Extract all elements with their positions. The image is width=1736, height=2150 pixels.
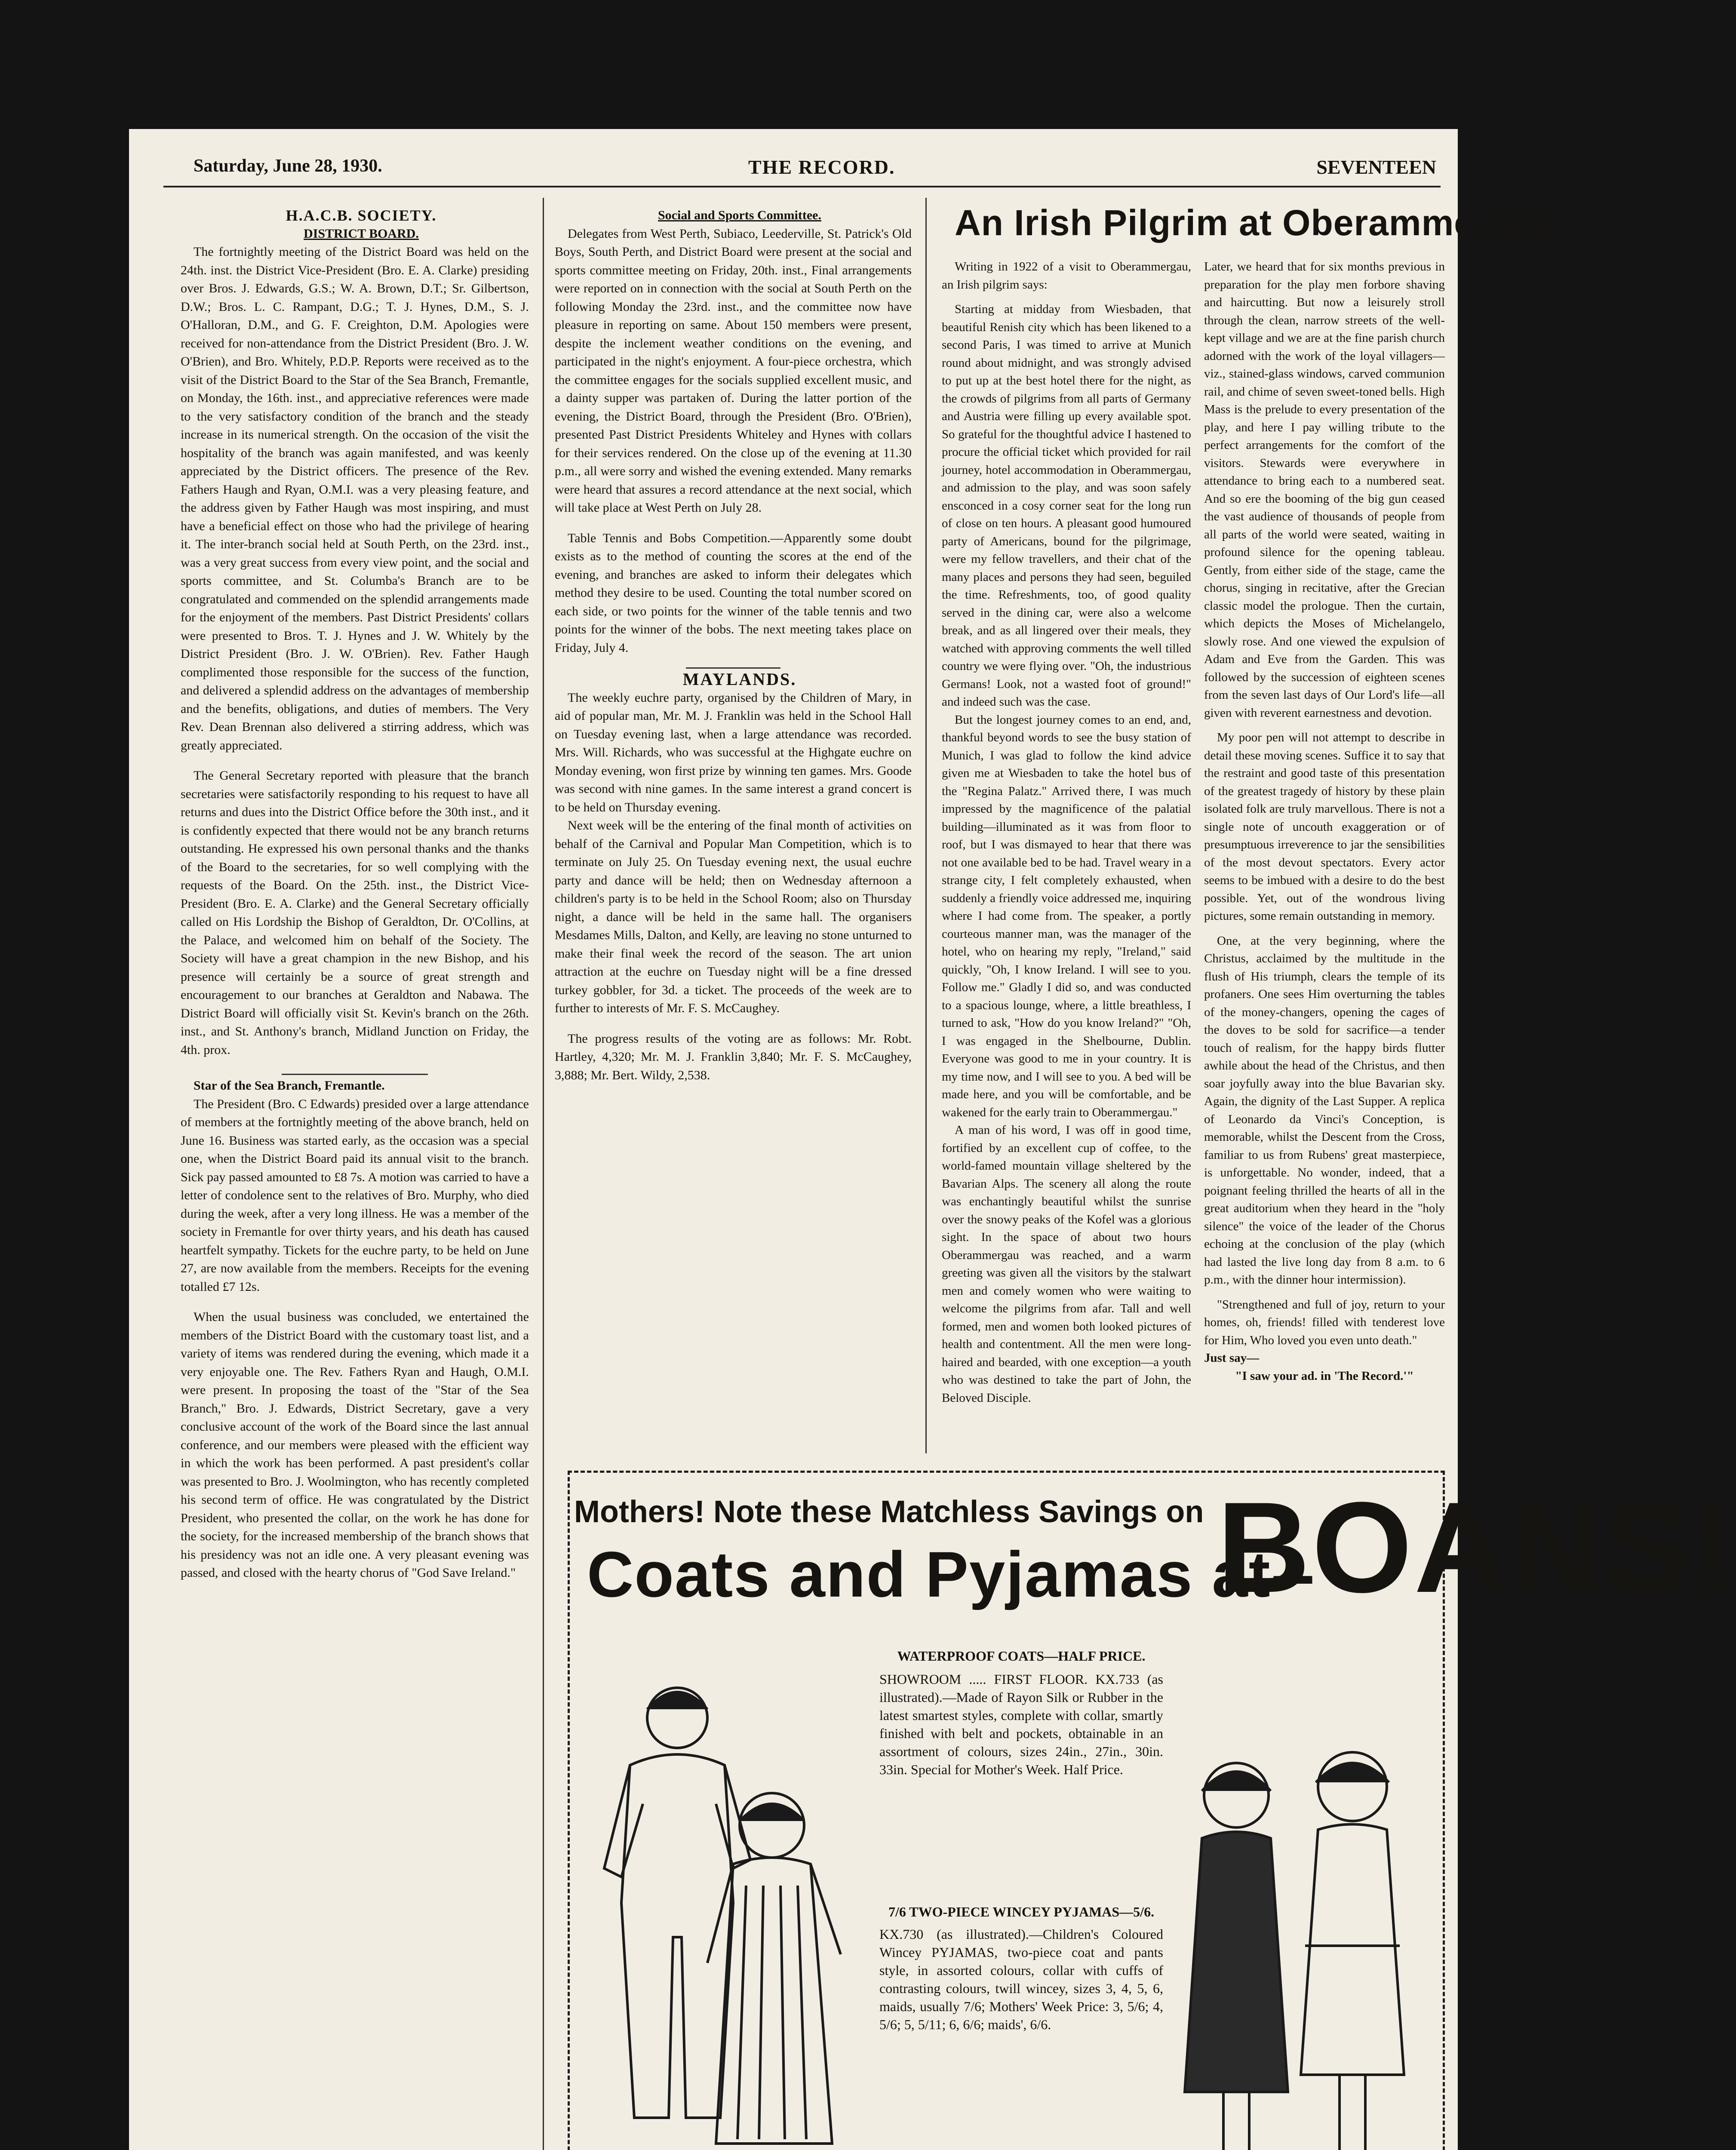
pilgrim-paragraph: One, at the very beginning, where the Christus, acclaimed by the multitude in the flush of His triumph, clears the temple of its profaners. One sees Him overturning the tables of the money-changers, opening the cages of the doves to be sold for sacrifice—a tender touch of realism, for the happy birds flutter awhile about the head of the Christus, and then soar joyfully away into the blue Bavarian sky. Again, the dignity of the Last Supper. A replica of Leonardo da Vinci's Conception, is memorable, whilst the Descent from the Cross, familiar to us from Rubens' great masterpiece, is unforgettable. No wonder, indeed, that a poignant feeling thrilled the hearts of all in the great auditorium when they heard in the "holy silence" the voice of the leader of the Chorus echoing at the conclusion of the play (which had lasted the live long day from 8 a.m. to 6 p.m., with the dinner hour intermission).	[1204, 934, 1445, 1287]
pilgrim-column-1	[942, 258, 1191, 1453]
pilgrim-paragraph: Starting at midday from Wiesbaden, that beautiful Renish city which has been likened to a second Paris, I was timed to arrive at Munich round about midnight, and was strongly advised to put up at the best hotel there for the night, as the crowds of pilgrims from all parts of Germany and Austria were filling up every available spot. So grateful for the thoughtful advice I hastened to procure the official ticket which provided for rail journey, hotel accommodation in Oberammergau, and admission to the play, and was soon safely ensconced in a cosy corner seat for the long run of close on ten hours. A pleasant good humoured party of Americans, bound for the pilgrimage, were my fellow travellers, and their chat of the many places and persons they had seen, beguiled the time. Refreshments, too, of good quality served in the dining car, were also a welcome break, and as all lingered over their meals, they watched with approving comments the well tilled country we were flying over. "Oh, the industrious Germans! Look, not a wasted foot of ground!" and indeed such was the case.	[942, 302, 1191, 709]
just-say-slogan: "I saw your ad. in 'The Record.'"	[1235, 1369, 1414, 1383]
pyjama-children-illustration	[591, 1662, 866, 2150]
maylands-heading: MAYLANDS.	[682, 670, 797, 689]
column-rule	[543, 198, 544, 2150]
pilgrim-headline: An Irish Pilgrim at Oberammergau	[955, 203, 1555, 243]
social-sports-heading: Social and Sports Committee.	[658, 208, 821, 222]
pilgrim-paragraph: Writing in 1922 of a visit to Oberammergau, an Irish pilgrim says:	[942, 260, 1191, 292]
wincey-heading: 7/6 TWO-PIECE WINCEY PYJAMAS—5/6.	[888, 1904, 1155, 1920]
pilgrim-column-2	[1204, 258, 1445, 1453]
hacb-column	[181, 206, 529, 2150]
voting-results: The progress results of the voting are as follows: Mr. Robt. Hartley, 4,320; Mr. M. J. Franklin 3,840; Mr. F. S. McCaughey, 3,888; Mr. Bert. Wildy, 2,538.	[555, 1031, 912, 1082]
social-sports-paragraph: Delegates from West Perth, Subiaco, Leederville, St. Patrick's Old Boys, South Perth, and District Board were present at the social and sports committee meeting on Friday, 20th. inst., Final arrangements were reported on in connection with the social at South Perth on the following Monday the 23rd. inst., and the committee now have pleasure in reporting on same. About 150 members were present, despite the inclement weather conditions on the evening, and participated in the night's enjoyment. A four-piece orchestra, which the committee engages for the socials supplied excellent music, and a dainty supper was partaken of. During the latter portion of the evening, the District Board, through the President (Bro. O'Brien), presented Past District Presidents Whiteley and Hynes with collars for their services rendered. On the close up of the evening at 11.30 p.m., all were sorry and wished the evening extended. Many remarks were heard that assures a record attendance at the next social, which will take place at West Perth on July 28.	[555, 226, 912, 515]
boans-advertisement	[568, 1471, 1736, 2150]
hacb-title: H.A.C.B. SOCIETY.	[286, 207, 437, 224]
column-rule	[925, 198, 927, 1453]
social-column	[555, 206, 912, 1453]
wincey-description: KX.730 (as illustrated).—Children's Coloured Wincey PYJAMAS, two-piece coat and pants style, in assorted colours, collar with cuffs of contrasting colours, twill wincey, sizes 3, 4, 5, 6, maids, usually 7/6; Mothers' Week Price: 3, 5/6; 4, 5/6; 5, 5/11; 6, 6/6; maids', 6/6.	[879, 1926, 1163, 2032]
star-of-the-sea-paragraph: When the usual business was concluded, we entertained the members of the District Board with the customary toast list, and a variety of items was rendered during the evening, which made it a very enjoyable one. The Rev. Fathers Ryan and Haugh, O.M.I. were present. In proposing the toast of the "Star of the Sea Branch," Bro. J. Edwards, District Secretary, gave a very conclusive account of the work of the Board since the last annual conference, and our members were pleased with the efficient way in which the work has been performed. A past president's collar was presented to Bro. J. Woolmington, who has recently completed his second term of office. He was congratulated by the District President, who presented the collar, on the work he has done for the society, for the increased membership of the branch shows that his presidency was not an idle one. A very pleasant evening was passed, and closed with the hearty chorus of "God Save Ireland."	[181, 1310, 529, 1580]
pilgrim-paragraph: But the longest journey comes to an end, and, thankful beyond words to see the busy station of Munich, I was glad to follow the kind advice given me at Wiesbaden to take the hotel bus of the "Regina Palatz." Arrived there, I was much impressed by the magnificence of the palatial building—illuminated as it was from floor to roof, but I was dismayed to hear that there was not one available bed to be had. Travel weary in a strange city, I felt completely exhausted, when suddenly a friendly voice addressed me, inquiring where I had come from. The speaker, a portly courteous manner man, was the manager of the hotel, who on hearing my reply, "Ireland," said quickly, "Oh, I know Ireland. I will see to you. Follow me." Gladly I did so, and was conducted to a spacious lounge, where, a little breathless, I turned to ask, "How do you know Ireland?" "Oh, I was engaged in the Shelbourne, Dublin. Everyone was good to me in your country. It is my time now, and I will see to you. A bed will be made here, and you will be comfortable, and be wakened for the early train to Oberammergau."	[942, 713, 1191, 1119]
paper-name: THE RECORD.	[748, 156, 895, 178]
star-of-the-sea-heading: Star of the Sea Branch, Fremantle.	[194, 1078, 385, 1093]
pilgrim-quote: "Strengthened and full of joy, return to your homes, oh, friends! filled with tenderest love for Him, Who loved you even unto death."	[1204, 1297, 1445, 1347]
district-board-paragraph: The General Secretary reported with pleasure that the branch secretaries were satisfactorily responding to his request to have all returns and dues into the District Office before the 30th inst., and it is confidently expected that there would not be any branch returns outstanding. He expressed his own personal thanks and the thanks of the Board to the secretaries, for so well complying with the requests of the Board. On the 25th. inst., the District Vice-President (Bro. E. A. Clarke) and the General Secretary officially called on His Lordship the Bishop of Geraldton, Dr. O'Collins, at the Palace, and welcomed him on behalf of the Society. The Society will have a great champion in the new Bishop, and his presence will certainly be a source of great strength and encouragement to our branches at Geraldton and Nabawa. The District Board will officially visit St. Kevin's branch on the 26th. inst., and St. Anthony's branch, Midland Junction on Friday, the 4th. prox.	[181, 768, 529, 1057]
waterproof-heading: WATERPROOF COATS—HALF PRICE.	[897, 1648, 1146, 1664]
pilgrim-paragraph: A man of his word, I was off in good time, fortified by an excellent cup of coffee, to the world-famed mountain village sheltered by the Bavarian Alps. The scenery all along the route was enchantingly beautiful whilst the sunrise over the snowy peaks of the Kofel was a glorious sight. In the space of about two hours Oberammergau was reached, and a warm greeting was given all the visitors by the stalwart men and comely women who were waiting to welcome the pilgrims from afar. Tall and well formed, men and women both looked pictures of health and contentment. All the men were long-haired and bearded, with one exception—a youth who was destined to take the part of John, the Beloved Disciple.	[942, 1123, 1191, 1405]
boans-brand: BOANS!	[1217, 1475, 1736, 1619]
section-divider	[282, 1074, 428, 1075]
header-rule	[163, 186, 1441, 187]
wincey-pyjamas-block	[879, 1903, 1163, 2144]
section-divider	[686, 667, 780, 669]
maylands-paragraph: The weekly euchre party, organised by the Children of Mary, in aid of popular man, Mr. M. J. Franklin was held in the School Hall on Tuesday evening last, when a large attendance was recorded. Mrs. Will. Richards, who was successful at the Highgate euchre on Monday evening, won first prize by winning ten games. Mrs. Goode was second with nine games. In the same interest a grand concert is to be held on Thursday evening.	[555, 690, 912, 814]
waterproof-coats-block	[879, 1647, 1163, 1896]
district-board-paragraph: The fortnightly meeting of the District Board was held on the 24th. inst. the District Vice-President (Bro. E. A. Clarke) presiding over Bros. J. Edwards, G.S.; W. A. Brown, D.T.; Sr. Gilbertson, D.W.; Bros. L. C. Rampant, D.G.; T. J. Hynes, D.M., S. J. O'Halloran, D.M., and G. F. Creighton, D.M. Apologies were received for non-attendance from the District President (Bro. J. W. O'Brien), and Bro. Whitely, P.D.P. Reports were received as to the visit of the District Board to the Star of the Sea Branch, Fremantle, on Monday, the 16th. inst., and appreciative references were made to the very satisfactory condition of the branch and the steady increase in its numerical strength. On the occasion of the visit the hospitality of the branch was again manifested, and was keenly appreciated by the District officers. The presence of the Rev. Fathers Haugh and Ryan, O.M.I. was a very pleasing feature, and the address given by Father Haugh was most inspiring, and must have a beneficial effect on those who had the privilege of hearing it. The inter-branch social held at South Perth, on the 23rd. inst., was a very great success from every view point, and the social and sports committee, and St. Columba's Branch are to be congratulated and commended on the splendid arrangements made for the enjoyment of the members. Past District Presidents' collars were presented to Bros. T. J. Hynes and J. W. Whitely by the District President (Bro. J. W. O'Brien). Rev. Father Haugh complimented those responsible for the success of the function, and delivered a splendid address on the advantages of membership and the benefits, obligations, and duties of members. The Very Rev. Dean Brennan also delivered a stirring address, which was greatly appreciated.	[181, 245, 529, 752]
page-number: SEVENTEEN	[1316, 156, 1436, 178]
coat-children-illustration	[1172, 1739, 1430, 2150]
waterproof-description: SHOWROOM ..... FIRST FLOOR. KX.733 (as illustrated).—Made of Rayon Silk or Rubber in the latest smartest styles, complete with collar, smartly finished with belt and pockets, obtainable in an assortment of colours, sizes 24in., 27in., 30in. 33in. Special for Mother's Week. Half Price.	[879, 1671, 1163, 1777]
district-board-heading: DISTRICT BOARD.	[304, 226, 419, 241]
issue-date: Saturday, June 28, 1930.	[194, 156, 382, 176]
table-tennis-paragraph: Table Tennis and Bobs Competition.—Apparently some doubt exists as to the method of counting the scores at the end of the evening, and branches are asked to inform their delegates which method they desire to be used. Counting the total number scored on each side, or two points for the winner of the table tennis and two points for the winner of the bobs. The next meeting takes place on Friday, July 4.	[555, 531, 912, 655]
star-of-the-sea-paragraph: The President (Bro. C Edwards) presided over a large attendance of members at the fortnightly meeting of the above branch, held on June 16. Business was started early, as the occasion was a special one, when the District Board paid its annual visit to the branch. Sick pay passed amounted to £8 7s. A motion was carried to have a letter of condolence sent to the relatives of Bro. Murphy, who died during the week, after a very long illness. He was a member of the society in Fremantle for over thirty years, and his death has caused heartfelt sympathy. Tickets for the euchre party, to be held on June 27, are now available from the members. Receipts for the evening totalled £7 12s.	[181, 1096, 529, 1294]
newspaper-page	[129, 129, 1736, 2150]
just-say-line: Just say—	[1204, 1351, 1260, 1365]
ad-headline: Mothers! Note these Matchless Savings on	[574, 1495, 1204, 1529]
pilgrim-paragraph: Later, we heard that for six months previous in preparation for the play men forbore shaving and haircutting. But now a leisurely stroll through the clean, narrow streets of the well-kept village and we are at the fine parish church adorned with the work of the loyal villagers—viz., stained-glass windows, carved communion rail, and chime of seven sweet-toned bells. High Mass is the prelude to every presentation of the play, and here I pay willing tribute to the perfect arrangements for the comfort of the visitors. Stewards were everywhere in attendance to bring each to a numbered seat. And so ere the booming of the big gun ceased the vast audience of thousands of people from all parts of the world were seated, waiting in profound silence for the opening tableau. Gently, from either side of the stage, came the chorus, singing in recitative, after the Grecian classic model the prologue. Then the curtain, which depicts the Moses of Michelangelo, slowly rose. And one viewed the expulsion of Adam and Eve from the Garden. This was followed by the succession of eighteen scenes from the seven last days of Our Lord's life—all given with reverent earnestness and devotion.	[1204, 260, 1445, 720]
maylands-paragraph: Next week will be the entering of the final month of activities on behalf of the Carnival and Popular Man Competition, which is to terminate on July 25. On Tuesday evening next, the usual euchre party and dance will be held; then on Wednesday afternoon a children's party is to be held in the School Room; also on Thursday night, a dance will be held in the same hall. The organisers Mesdames Mills, Dalton, and Kelly, are leaving no stone unturned to make their final week the record of the season. The art union attraction at the euchre on Tuesday night will be a fine dressed turkey gobbler, for 3d. a ticket. The proceeds of the week are to further to interests of Mr. F. S. McCaughey.	[555, 818, 912, 1015]
ad-subheadline: Coats and Pyjamas at--	[587, 1538, 1316, 1610]
pilgrim-paragraph: My poor pen will not attempt to describe in detail these moving scenes. Suffice it to say that the restraint and good taste of this presentation of the greatest tragedy of history by these plain isolated folk are truly marvellous. There is not a single note of uncouth exaggeration or of presumptuous irreverence to jar the sensibilities of the most devout spectators. Every actor seems to be imbued with a desire to do the best possible. Yet, out of the wondrous living pictures, some remain outstanding in memory.	[1204, 731, 1445, 923]
